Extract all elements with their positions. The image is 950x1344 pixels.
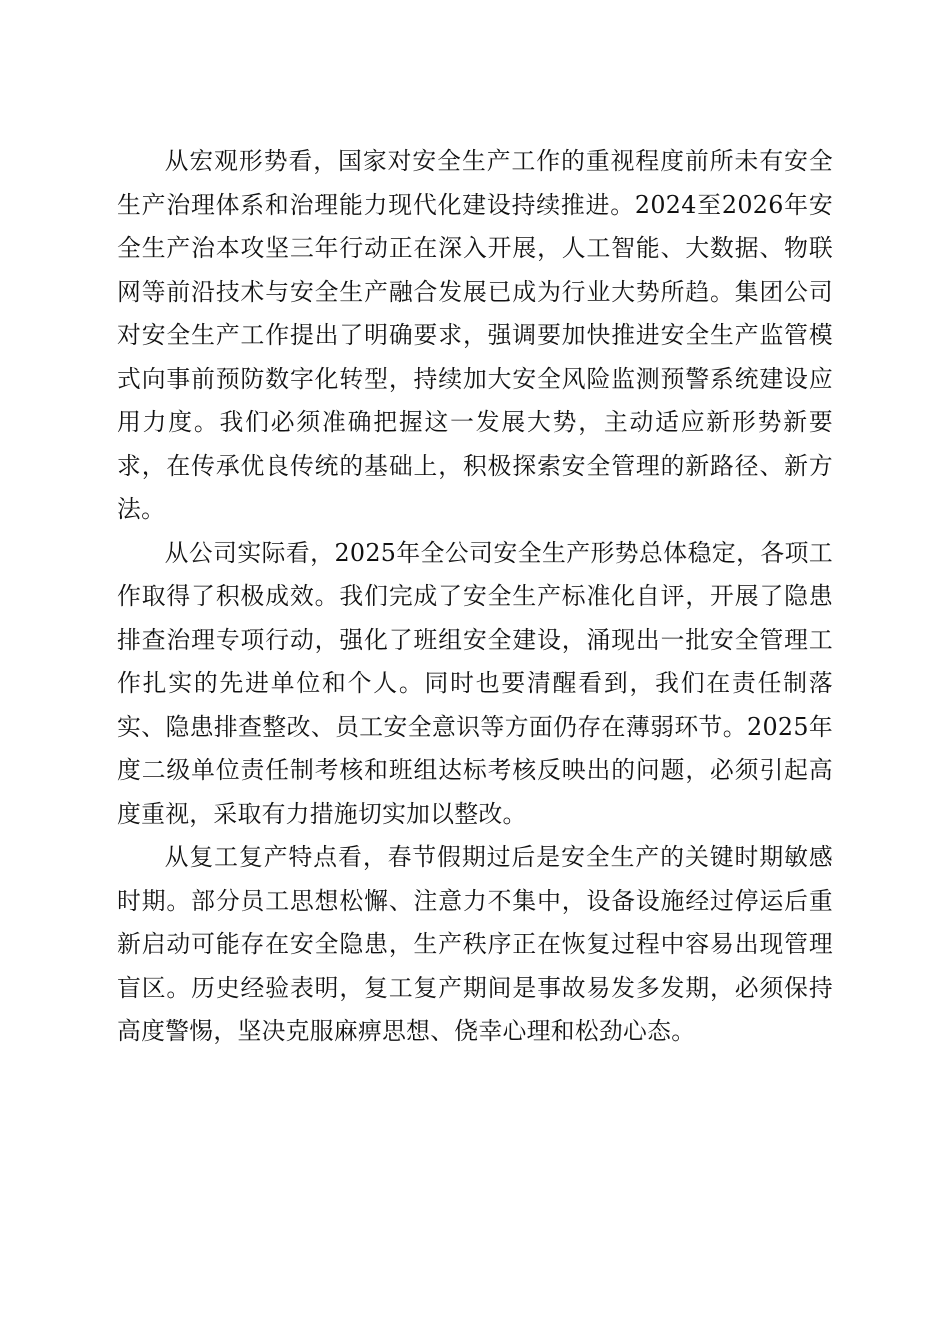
paragraph-macro-situation: 从宏观形势看，国家对安全生产工作的重视程度前所未有安全生产治理体系和治理能力现代化建设持续推进。2024至2026年安全生产治本攻坚三年行动正在深入开展，人工智能、大数据、物联网等前沿技术与安全生产融合发展已成为行业大势所趋。集团公司对安全生产工作提出了明确要求，强调要加快推进安全生产监管模式向事前预防数字化转型，持续加大安全风险监测预警系统建设应用力度。我们必须准确把握这一发展大势，主动适应新形势新要求，在传承优良传统的基础上，积极探索安全管理的新路径、新方法。 bbox=[117, 147, 833, 523]
paragraph-company-situation: 从公司实际看，2025年全公司安全生产形势总体稳定，各项工作取得了积极成效。我们完成了安全生产标准化自评，开展了隐患排查治理专项行动，强化了班组安全建设，涌现出一批安全管理工作扎实的先进单位和个人。同时也要清醒看到，我们在责任制落实、隐患排查整改、员工安全意识等方面仍存在薄弱环节。2025年度二级单位责任制考核和班组达标考核反映出的问题，必须引起高度重视，采取有力措施切实加以整改。 bbox=[117, 538, 833, 828]
paragraph-resumption-characteristics: 从复工复产特点看，春节假期过后是安全生产的关键时期敏感时期。部分员工思想松懈、注意力不集中，设备设施经过停运后重新启动可能存在安全隐患，生产秩序正在恢复过程中容易出现管理盲区。历史经验表明，复工复产期间是事故易发多发期，必须保持高度警惕，坚决克服麻痹思想、侥幸心理和松劲心态。 bbox=[117, 843, 833, 1045]
document-body bbox=[117, 140, 833, 1054]
